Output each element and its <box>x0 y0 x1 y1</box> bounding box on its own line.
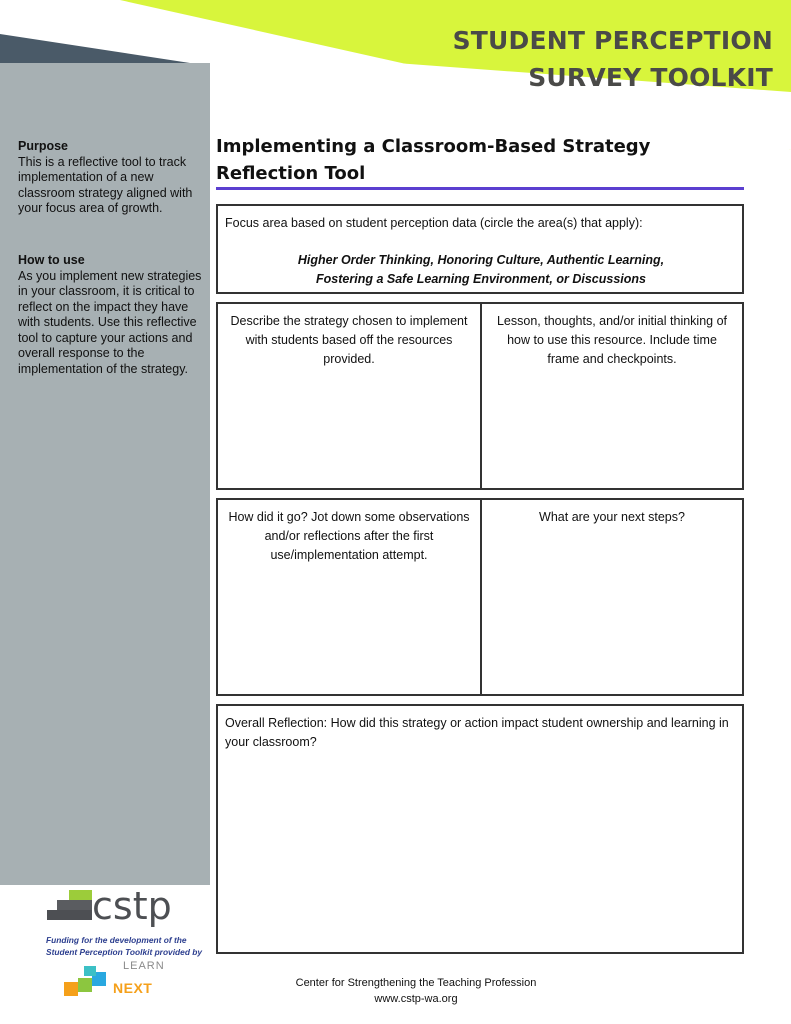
reflection-nextsteps-box <box>216 498 744 696</box>
howto-heading: How to use <box>18 253 85 267</box>
lesson-prompt: Lesson, thoughts, and/or initial thinking of how to use this resource. Include time frame and checkpoints. <box>496 314 727 366</box>
title-underline <box>216 187 744 190</box>
learn-cube-teal <box>84 966 96 976</box>
strategy-prompt: Describe the strategy chosen to implement with students based off the resources provided. <box>230 314 468 366</box>
learn-wordmark: LEARN <box>123 960 165 972</box>
overall-reflection-box[interactable] <box>216 704 744 954</box>
focus-area-options-line2: Fostering a Safe Learning Environment, or Discussions <box>316 272 646 286</box>
next-steps-cell[interactable] <box>482 500 742 694</box>
lesson-cell[interactable] <box>482 304 742 488</box>
cstp-wordmark: cstp <box>92 884 172 928</box>
how-did-it-go-prompt: How did it go? Jot down some observations and/or reflections after the first use/implementation attempt. <box>228 510 470 562</box>
focus-area-intro: Focus area based on student perception data (circle the area(s) that apply): <box>225 216 643 230</box>
overall-reflection-prompt: Overall Reflection: How did this strategy or action impact student ownership and learning in your classroom? <box>225 716 729 749</box>
toolkit-title <box>353 22 773 96</box>
focus-area-options-line1: Higher Order Thinking, Honoring Culture, Authentic Learning, <box>297 253 665 267</box>
funding-credit <box>46 934 216 958</box>
funding-credit-line1: Funding for the development of the <box>46 935 187 945</box>
page-title-line2: Reflection Tool <box>216 163 366 184</box>
toolkit-title-line1: STUDENT PERCEPTION <box>452 26 773 55</box>
cstp-step-mid <box>57 900 92 910</box>
howto-section <box>18 253 206 377</box>
purpose-section <box>18 139 206 217</box>
page-title <box>216 133 686 187</box>
footer-org: Center for Strengthening the Teaching Profession <box>295 977 537 989</box>
cstp-step-low <box>47 910 92 920</box>
focus-area-options <box>228 251 734 289</box>
toolkit-title-line2: SURVEY TOOLKIT <box>528 63 773 92</box>
howto-text: As you implement new strategies in your classroom, it is critical to reflect on the impact they have with students. Use this reflective tool to capture your actions and overall response to the implementation of the strategy. <box>18 268 202 376</box>
learn-cube-orange <box>64 982 78 996</box>
next-wordmark: NEXT <box>113 980 153 996</box>
focus-area-box <box>216 204 744 294</box>
footer-url[interactable]: www.cstp-wa.org <box>374 993 458 1005</box>
cstp-step-top <box>69 890 92 900</box>
funding-credit-line2: Student Perception Toolkit provided by <box>46 947 203 957</box>
footer <box>230 975 602 1007</box>
page-title-line1: Implementing a Classroom-Based Strategy <box>216 136 651 157</box>
learn-cube-green <box>78 978 92 992</box>
next-steps-prompt: What are your next steps? <box>539 510 685 524</box>
sidebar <box>0 63 210 885</box>
strategy-cell[interactable] <box>218 304 480 488</box>
strategy-lesson-box <box>216 302 744 490</box>
how-did-it-go-cell[interactable] <box>218 500 480 694</box>
purpose-text: This is a reflective tool to track implementation of a new classroom strategy aligned with your focus area of growth. <box>18 154 193 215</box>
purpose-heading: Purpose <box>18 139 69 153</box>
